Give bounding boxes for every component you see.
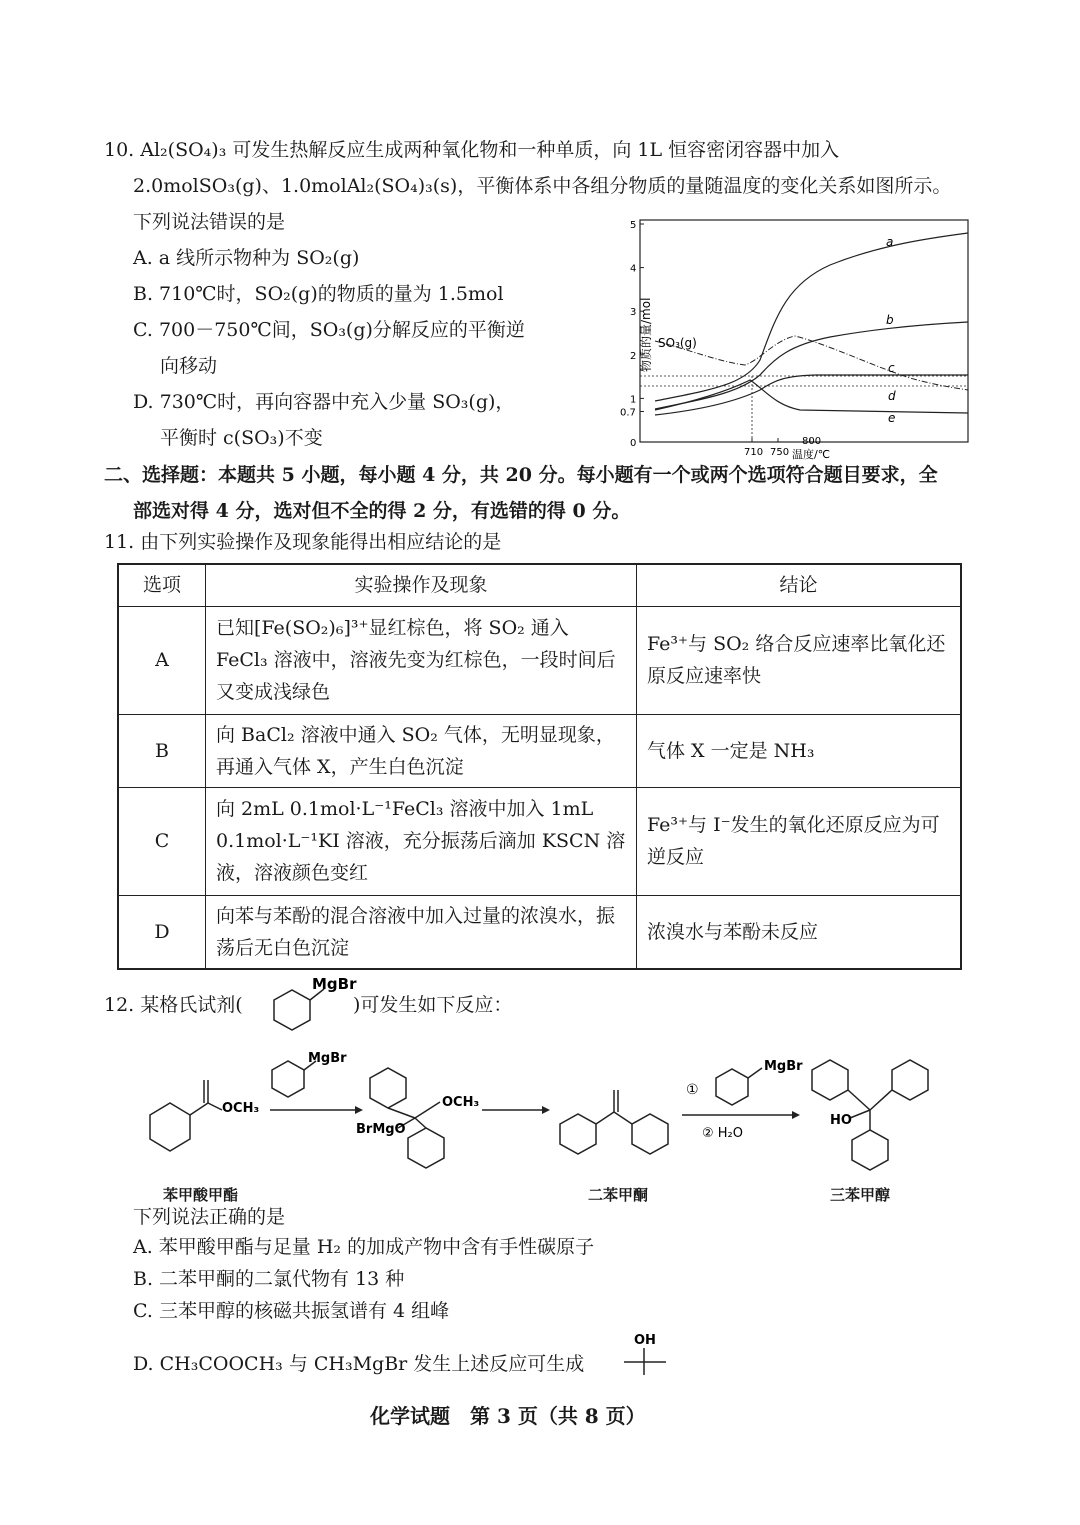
y-tick-label: 2: [630, 350, 637, 362]
row-option: A: [118, 606, 206, 714]
q10-line1: 10. Al₂(SO₄)₃ 可发生热解反应生成两种氧化物和一种单质，向 1L 恒容密闭容器中加入: [104, 139, 840, 161]
table-row: [118, 895, 961, 969]
x-tick-label: 800: [802, 436, 822, 447]
row-option: B: [118, 714, 206, 787]
q12-option-b: B. 二苯甲酮的二氯代物有 13 种: [133, 1268, 405, 1290]
compound-name-3: 三苯甲醇: [830, 1186, 891, 1204]
ho-label: HO: [830, 1113, 852, 1128]
brmgo-label: BrMgO: [356, 1122, 406, 1137]
y-tick-label: 0.7: [620, 407, 636, 419]
chart-ylabel: 物质的量/mol: [639, 297, 653, 372]
x-tick-label: 750: [770, 447, 790, 458]
oh-label: OH: [634, 1333, 656, 1348]
mgbr-label-2: MgBr: [764, 1059, 803, 1074]
q12-stem-a: 12. 某格氏试剂(: [104, 994, 243, 1016]
series-d: [655, 336, 968, 390]
q11-stem: 11. 由下列实验操作及现象能得出相应结论的是: [104, 531, 502, 553]
row-conclusion: Fe³⁺与 SO₂ 络合反应速率比氧化还原反应速率快: [637, 606, 962, 714]
series-c: [655, 375, 968, 415]
series-label-e: e: [888, 411, 896, 425]
y-tick-label: 1: [630, 394, 637, 406]
y-tick-label: 3: [630, 307, 637, 319]
q10-option-a: A. a 线所示物种为 SO₂(g): [133, 247, 360, 269]
series-annotation-so3: SO₃(g): [658, 336, 697, 350]
q12-option-d: D. CH₃COOCH₃ 与 CH₃MgBr 发生上述反应可生成: [133, 1353, 585, 1375]
row-operation: 向 BaCl₂ 溶液中通入 SO₂ 气体，无明显现象，再通入气体 X，产生白色沉淀: [206, 714, 637, 787]
series-label-a: a: [886, 235, 894, 249]
och3-label: OCH₃: [222, 1101, 260, 1116]
q10-option-d2: 平衡时 c(SO₃)不变: [160, 427, 323, 449]
table-row: [118, 606, 961, 714]
compound-name-2: 二苯甲酮: [588, 1186, 649, 1204]
y-tick-label: 0: [630, 438, 637, 449]
series-label-d: d: [888, 389, 896, 403]
och3-label-2: OCH₃: [442, 1095, 480, 1110]
table-header-row: [118, 564, 961, 606]
series-label-c: c: [888, 361, 895, 375]
reaction-scheme: [130, 1040, 950, 1210]
section2-line2: 部选对得 4 分，选对但不全的得 2 分，有选错的得 0 分。: [133, 500, 631, 522]
row-option: D: [118, 895, 206, 969]
table-row: [118, 714, 961, 787]
series-b: [655, 322, 968, 409]
x-tick-label: 710: [744, 447, 764, 458]
experiment-table: [117, 563, 962, 970]
y-tick-label: 5: [630, 220, 637, 231]
step1-label: ①: [686, 1082, 699, 1098]
q12-prompt: 下列说法正确的是: [133, 1206, 286, 1228]
table-row: [118, 787, 961, 895]
grignard-reagent-structure: [252, 975, 357, 1035]
row-conclusion: 气体 X 一定是 NH₃: [637, 714, 962, 787]
y-tick-label: 4: [630, 263, 637, 275]
page-footer: 化学试题 第 3 页（共 8 页）: [370, 1404, 646, 1428]
mgbr-label: MgBr: [312, 975, 357, 993]
tert-butanol-structure: [620, 1330, 680, 1380]
row-conclusion: Fe³⁺与 I⁻发生的氧化还原反应为可逆反应: [637, 787, 962, 895]
q10-line2: 2.0molSO₃(g)、1.0molAl₂(SO₄)₃(s)，平衡体系中各组分物质的量随温度的变化关系如图所示。: [133, 175, 952, 197]
row-option: C: [118, 787, 206, 895]
mgbr-label-1: MgBr: [308, 1051, 347, 1066]
header-operation: 实验操作及现象: [206, 564, 637, 606]
section2-line1: 二、选择题：本题共 5 小题，每小题 4 分，共 20 分。每小题有一个或两个选项符合题目要求，全: [104, 464, 938, 486]
header-option: 选项: [118, 564, 206, 606]
row-operation: 向 2mL 0.1mol·L⁻¹FeCl₃ 溶液中加入 1mL 0.1mol·L⁻¹KI 溶液，充分振荡后滴加 KSCN 溶液，溶液颜色变红: [206, 787, 637, 895]
chart-xlabel: 温度/℃: [792, 448, 831, 461]
q12-option-c: C. 三苯甲醇的核磁共振氢谱有 4 组峰: [133, 1300, 450, 1322]
q10-option-d1: D. 730℃时，再向容器中充入少量 SO₃(g)，: [133, 391, 515, 413]
q10-option-c1: C. 700－750℃间，SO₃(g)分解反应的平衡逆: [133, 319, 525, 341]
chart-frame: [640, 220, 968, 442]
q10-option-b: B. 710℃时，SO₂(g)的物质的量为 1.5mol: [133, 283, 504, 305]
q12-option-a: A. 苯甲酸甲酯与足量 H₂ 的加成产物中含有手性碳原子: [133, 1236, 595, 1258]
q10-option-c2: 向移动: [160, 355, 218, 377]
row-operation: 已知[Fe(SO₂)₆]³⁺显红棕色，将 SO₂ 通入 FeCl₃ 溶液中，溶液先变为红棕色，一段时间后又变成浅绿色: [206, 606, 637, 714]
row-conclusion: 浓溴水与苯酚未反应: [637, 895, 962, 969]
q12-stem-b: )可发生如下反应：: [353, 994, 513, 1016]
q10-prompt: 下列说法错误的是: [133, 211, 286, 233]
equilibrium-chart: [600, 210, 990, 465]
step2-label: ② H₂O: [702, 1126, 744, 1141]
compound-name-1: 苯甲酸甲酯: [163, 1186, 239, 1204]
header-conclusion: 结论: [637, 564, 962, 606]
series-label-b: b: [886, 313, 894, 327]
row-operation: 向苯与苯酚的混合溶液中加入过量的浓溴水，振荡后无白色沉淀: [206, 895, 637, 969]
